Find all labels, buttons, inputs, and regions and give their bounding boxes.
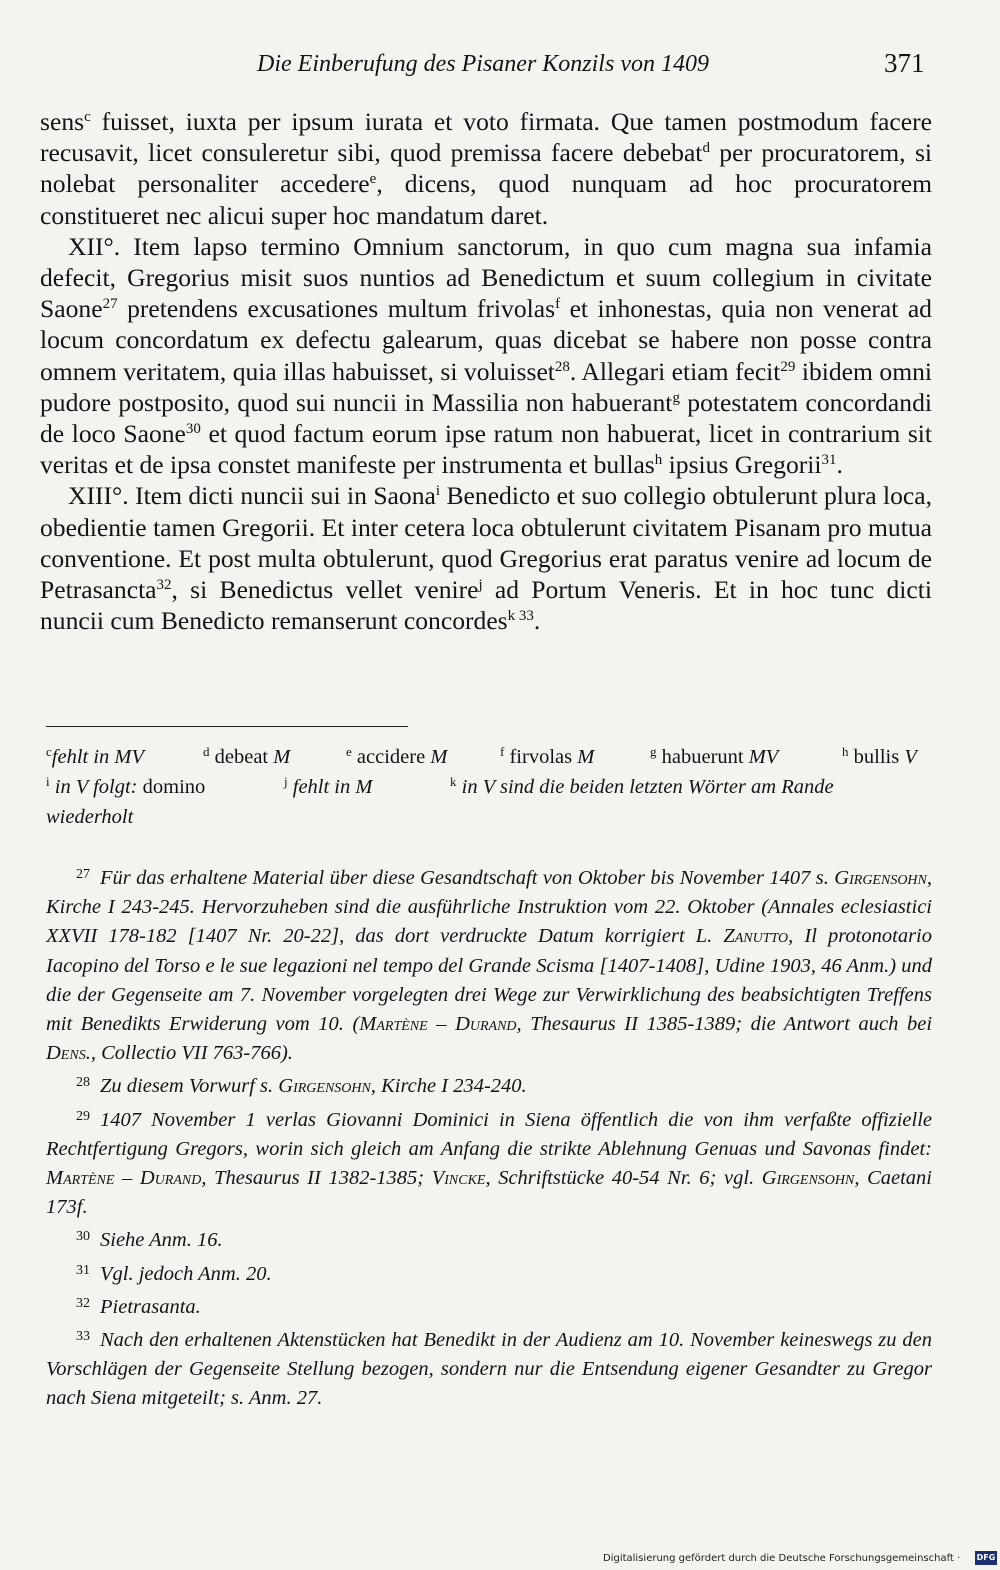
footnote-number: 33 bbox=[76, 1329, 90, 1345]
text-run: , Kirche I 234-240. bbox=[370, 1075, 527, 1098]
apparatus-letter: e bbox=[346, 744, 352, 759]
footnote-number: 28 bbox=[76, 1075, 90, 1091]
apparatus-line bbox=[46, 802, 932, 832]
apparatus-entry-h bbox=[842, 742, 917, 772]
text-run: ad Portum Veneris. Et in hoc tunc dicti nuncii cum Benedicto remanserunt concordes bbox=[40, 575, 932, 636]
apparatus-mark: e bbox=[369, 171, 377, 188]
text-run: Für das erhaltene Material über diese Gesandtschaft von Oktober bis November 1407 s. bbox=[100, 867, 835, 889]
apparatus-entry-c bbox=[46, 742, 144, 772]
footnote-ref: 30 bbox=[185, 421, 201, 438]
footnote-ref: 29 bbox=[780, 358, 796, 375]
apparatus-text: firvolas bbox=[509, 746, 573, 768]
text-run: , Collectio VII 763-766). bbox=[90, 1042, 293, 1065]
text-run: , Caetani 173f. bbox=[46, 1167, 932, 1219]
paragraph-3 bbox=[40, 480, 932, 636]
apparatus-entry-k bbox=[450, 772, 834, 802]
footnote-number: 30 bbox=[76, 1229, 90, 1245]
author-name: Girgensohn bbox=[278, 1075, 371, 1098]
text-run: Nach den erhaltenen Aktenstücken hat Benedikt in der Audienz am 10. November keineswegs zu den Vorschlägen der Gegenseite Stellung bezogen, sondern nur die Entsendung eigener Gesandter zu Gregor nach Siena mitgeteilt; s. Anm. 27. bbox=[46, 1329, 932, 1410]
text-run: ibidem omni pudore postposito, quod sui nuncii in Massilia non habuerant bbox=[40, 356, 933, 417]
apparatus-mark: d bbox=[702, 140, 710, 157]
apparatus-letter: h bbox=[842, 744, 849, 759]
apparatus-text: wiederholt bbox=[46, 806, 134, 828]
footnote-number: 29 bbox=[76, 1108, 90, 1124]
text-run: per procuratorem, si nolebat personaliter accedere bbox=[40, 138, 933, 199]
apparatus-mark: c bbox=[84, 109, 91, 125]
footnote-33 bbox=[46, 1326, 932, 1414]
apparatus-letter: i bbox=[46, 774, 50, 789]
text-run: . bbox=[533, 606, 541, 636]
footnote-separator bbox=[46, 726, 408, 727]
text-run: , Il protonotario Iacopino del Torso e le sue legazioni nel tempo del Grande Scisma [1407-1408], Udine 1903, 46 Anm.) und die der Gegenseite am 7. November vorgelegten drei Wege zur Verwirklichung des beabsichtigten Treffens mit Benedikts Erwiderung vom 10. ( bbox=[46, 925, 932, 1036]
main-text bbox=[40, 106, 932, 636]
text-run: et inhonestas, quia non venerat ad locum concordatum ex defectu galearum, quas dicebat se habere non posse contra omnem veritatem, quia illas habuisset, si voluisset bbox=[40, 294, 932, 386]
apparatus-entry-d bbox=[203, 742, 290, 772]
apparatus-note: in V folgt: bbox=[54, 776, 138, 798]
text-run: ipsius Gregorii bbox=[662, 450, 822, 480]
footnote-ref: 31 bbox=[821, 452, 837, 469]
author-name: Vincke bbox=[431, 1167, 486, 1190]
footnote-31 bbox=[46, 1260, 932, 1289]
footnote-28 bbox=[46, 1072, 932, 1101]
apparatus-mark: h bbox=[654, 452, 663, 469]
footnote-27 bbox=[46, 864, 932, 1068]
text-run: et quod factum eorum ipse ratum non habuerat, licet in contrarium sit veritas et de ipsa constet manifeste per instrumenta et bullas bbox=[40, 419, 932, 480]
author-name: Zanutto bbox=[723, 925, 789, 948]
text-run: potestatem concordandi de loco Saone bbox=[40, 387, 932, 449]
text-run: , si Benedictus vellet venire bbox=[171, 575, 479, 605]
footnote-29 bbox=[46, 1106, 932, 1223]
text-run: fuisset, iuxta per ipsum iurata et voto firmata. Que tamen postmodum facere recusavit, licet consuleretur sibi, quod premissa facere debebat bbox=[40, 107, 932, 168]
text-run: Siehe Anm. 16. bbox=[100, 1229, 223, 1252]
apparatus-mark: i bbox=[435, 483, 441, 500]
author-name: Girgensohn bbox=[834, 867, 927, 889]
apparatus-text: fehlt in M bbox=[292, 776, 373, 798]
footnote-30 bbox=[46, 1226, 932, 1255]
apparatus-mark: g bbox=[672, 389, 680, 406]
page-number: 371 bbox=[884, 48, 925, 78]
running-title: Die Einberufung des Pisaner Konzils von 1409 bbox=[257, 51, 709, 77]
apparatus-letter: g bbox=[650, 744, 657, 759]
text-run: , Schriftstücke 40-54 Nr. 6; vgl. bbox=[485, 1167, 762, 1190]
apparatus-text: fehlt in MV bbox=[51, 746, 145, 768]
text-run: . bbox=[836, 450, 843, 480]
apparatus-letter: f bbox=[500, 744, 505, 759]
apparatus-siglum: V bbox=[904, 746, 917, 768]
text-run: XIII°. Item dicti nuncii sui in Saona bbox=[68, 481, 436, 511]
apparatus-entry-f bbox=[500, 742, 594, 772]
text-run: Vgl. jedoch Anm. 20. bbox=[100, 1262, 272, 1285]
apparatus-entry-e bbox=[346, 742, 447, 772]
apparatus-text: bullis bbox=[853, 746, 900, 768]
author-name: Girgensohn bbox=[761, 1167, 855, 1190]
author-name: Martène – Durand bbox=[359, 1013, 517, 1036]
text-run: , Kirche I 243-245. Hervorzuheben sind die ausführliche Instruktion vom 22. Oktober (Annales eclesiastici XXVII 178-182 [1407 Nr. 20-22], das dort verdruckte Datum korrigiert L. bbox=[46, 867, 932, 948]
critical-apparatus bbox=[46, 742, 932, 832]
text-run: pretendens excusationes multum frivolas bbox=[117, 294, 556, 324]
text-run: Zu diesem Vorwurf s. bbox=[100, 1075, 279, 1098]
dfg-logo: DFG bbox=[975, 1551, 997, 1565]
apparatus-letter: c bbox=[46, 744, 52, 759]
apparatus-siglum: MV bbox=[748, 746, 779, 768]
author-name: Dens. bbox=[46, 1042, 91, 1065]
footnote-number: 27 bbox=[76, 867, 90, 882]
footnote-number: 31 bbox=[76, 1262, 90, 1278]
digitization-credit: Digitalisierung gefördert durch die Deutsche Forschungsgemeinschaft · bbox=[603, 1553, 961, 1564]
apparatus-text: debeat bbox=[214, 746, 269, 768]
apparatus-text: accidere bbox=[356, 746, 426, 768]
author-name: Martène – Durand bbox=[46, 1167, 202, 1190]
apparatus-letter: j bbox=[284, 774, 288, 789]
footnote-ref: 28 bbox=[554, 358, 570, 375]
text-run: , Thesaurus II 1382-1385; bbox=[201, 1167, 432, 1190]
apparatus-line bbox=[46, 772, 932, 802]
footnote-ref: 32 bbox=[156, 577, 172, 594]
footnotes bbox=[46, 864, 932, 1418]
apparatus-mark: j bbox=[478, 577, 483, 594]
footnote-ref: k 33 bbox=[507, 608, 534, 625]
text-run: Pietrasanta. bbox=[100, 1295, 201, 1318]
apparatus-siglum: M bbox=[430, 746, 448, 768]
apparatus-text: in V sind die beiden letzten Wörter am Rande bbox=[461, 776, 834, 798]
text-run: . Allegari etiam fecit bbox=[569, 356, 781, 386]
footnote-32 bbox=[46, 1293, 932, 1322]
apparatus-entry-g bbox=[650, 742, 778, 772]
text-run: sens bbox=[40, 107, 85, 136]
paragraph-2 bbox=[40, 231, 932, 481]
apparatus-mark: f bbox=[555, 296, 561, 313]
text-run: , dicens, quod nunquam ad hoc procuratorem constitueret nec alicui super hoc mandatum daret. bbox=[40, 169, 932, 230]
text-run: , Thesaurus II 1385-1389; die Antwort auch bei bbox=[516, 1013, 933, 1036]
footnote-number: 32 bbox=[76, 1295, 90, 1311]
apparatus-text: domino bbox=[142, 776, 206, 798]
text-run: 1407 November 1 verlas Giovanni Dominici in Siena öffentlich die von ihm verfaßte offizielle Rechtfertigung Gregors, worin sich gleich am Anfang die strikte Ablehnung Genuas und Savonas findet: bbox=[46, 1108, 932, 1160]
apparatus-entry-j bbox=[284, 772, 372, 802]
text-run: Benedicto et suo collegio obtulerunt plura loca, obedientie tamen Gregorii. Et inter cetera loca obtulerunt civitatem Pisanam pro mutua conventione. Et post multa obtulerunt, quod Gregorius erat paratus venire ad locum de Petrasancta bbox=[40, 481, 932, 605]
apparatus-siglum: M bbox=[273, 746, 291, 768]
apparatus-line bbox=[46, 742, 932, 772]
apparatus-letter: d bbox=[203, 744, 210, 759]
footnote-ref: 27 bbox=[102, 296, 118, 313]
apparatus-letter: k bbox=[450, 774, 457, 789]
apparatus-entry-i bbox=[46, 772, 205, 802]
apparatus-siglum: M bbox=[577, 746, 595, 768]
paragraph-1 bbox=[40, 106, 932, 231]
text-run: XII°. Item lapso termino Omnium sanctorum, in quo cum magna sua infamia defecit, Gregorius misit suos nuntios ad Benedictum et suum collegium in civitate Saone bbox=[40, 231, 932, 324]
apparatus-text: habuerunt bbox=[661, 746, 744, 768]
running-head bbox=[0, 48, 1000, 82]
